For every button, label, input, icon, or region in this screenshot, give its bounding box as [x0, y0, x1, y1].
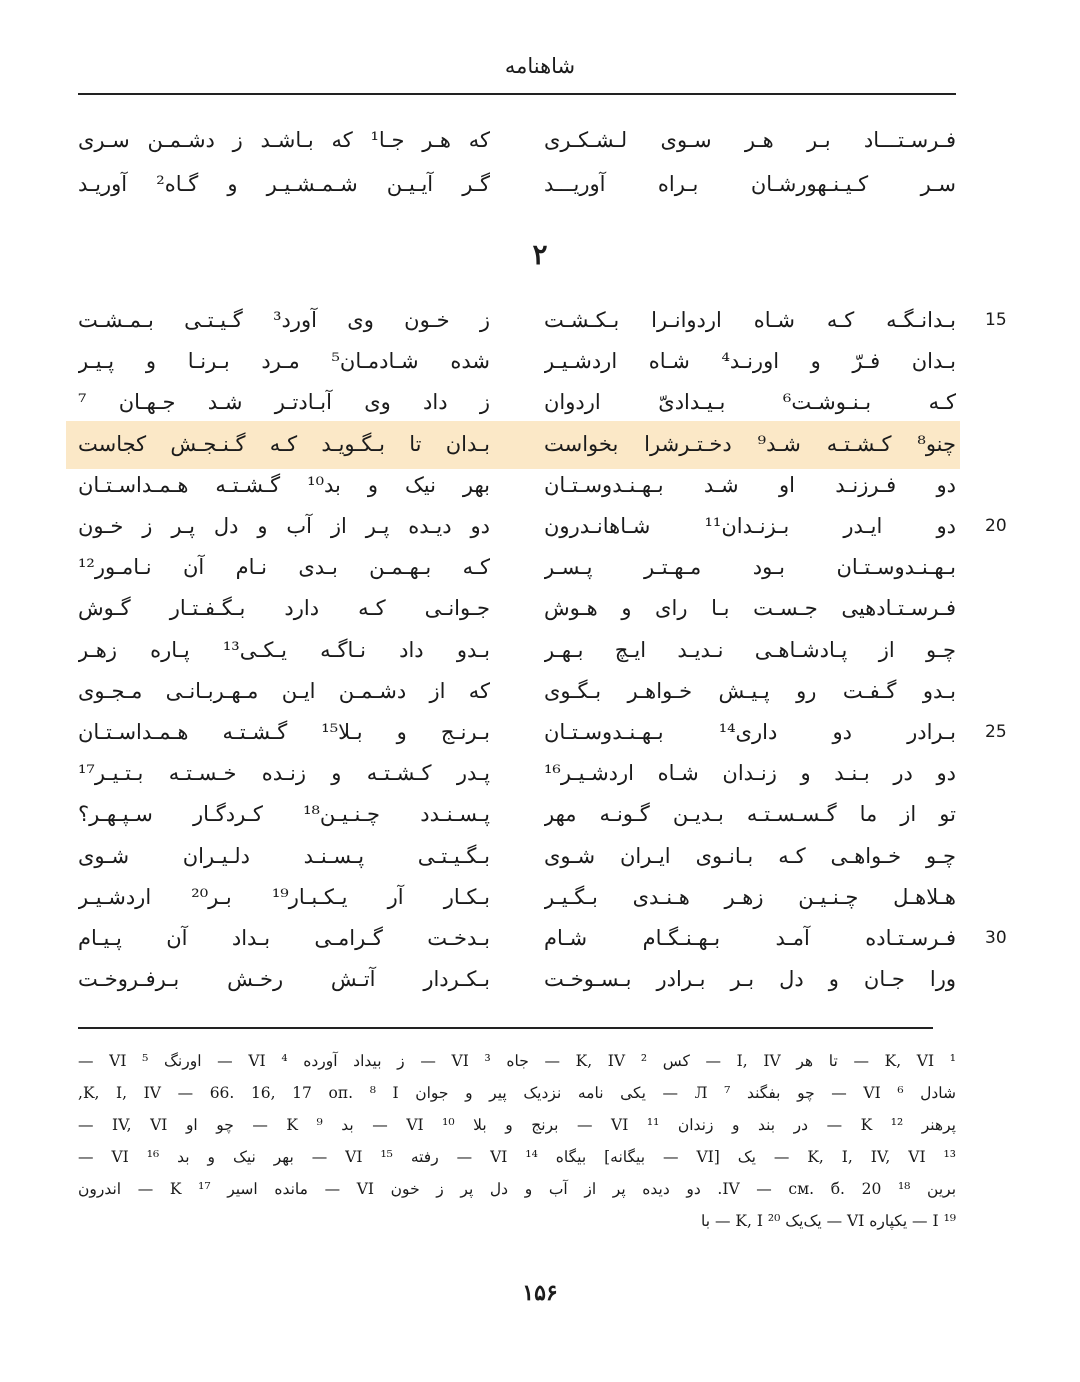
hemistich-right: فـرسـتـــاد بـر هـر سـوی لـشـكـری: [544, 128, 956, 152]
hemistich-right: ورا جـان و دل بـر بـرادر بـسـوخـت: [544, 967, 956, 992]
couplet: [0, 834, 1080, 878]
hemistich-right: دو ايـدر بـزنـدان¹¹ شـاهانـدرون: [544, 514, 956, 538]
hemistich-right: فـرسـتـادهيی جـسـت بـا رای و هـوش: [544, 596, 956, 621]
couplet: [0, 162, 1080, 206]
hemistich-left: كـه بـهـمـن بـدی نـام آن نـامـور¹²: [78, 555, 490, 580]
hemistich-right: بـدو گـفـت رو پـيـش خـواهـر بـگـوی: [544, 678, 956, 703]
footnote-line: پرهنر ¹² K — در بند و زندان ¹¹ VI — برنج و بلا ¹⁰ VI — بد ⁹ K — چو او IV, VI —: [78, 1116, 956, 1134]
couplet: [0, 628, 1080, 672]
footnote-rule: [78, 1027, 933, 1029]
hemistich-left: بـكـردار آتـش رخـش بـرفـروخـت: [78, 967, 490, 992]
couplet: [0, 339, 1080, 383]
hemistich-left: دو ديـده پـر از آب و دل پـر ز خـون: [78, 514, 490, 538]
hemistich-left: بهر نيک و بد¹⁰ گـشـتـه هـمـداسـتـان: [78, 472, 490, 497]
hemistich-right: فـرسـتـاده آمـد بـهـنـگـام شـام: [544, 926, 956, 950]
hemistich-left: بـگـيـتـی پـسـنـد دلـيـران شـوی: [78, 843, 490, 868]
couplet: [0, 586, 1080, 630]
verse-number: 15: [985, 310, 1007, 330]
footnote-line: شادل ⁶ VI — چو بفگند ⁷ Л — يكی نامه نزديک پير و جوان K, I, IV — 66. 16, 17 оп. ⁸ I,: [78, 1084, 956, 1102]
hemistich-right: بـرادر دو داری¹⁴ بـهـنـدوسـتـان: [544, 720, 956, 744]
couplet: [0, 957, 1080, 1001]
hemistich-right: دو فـرزنـد او شـد بـهـنـدوسـتـان: [544, 472, 956, 497]
header-rule: [78, 93, 956, 95]
verse-number: 30: [985, 928, 1007, 948]
couplet: [0, 463, 1080, 507]
hemistich-right: بـدانـگـه كـه شـاه اردوانـرا بـكـشـت: [544, 308, 956, 332]
hemistich-left: پـسـنـدد چـنـيـن¹⁸ كـردگـار سـپـهـر؟: [78, 802, 490, 827]
hemistich-left: پـدر كـشـتـه و زنـده خـسـتـه بـتـيـر¹⁷: [78, 761, 490, 786]
hemistich-left: كه از دشـمـن ايـن مـهـربـانـی مـجـوی: [78, 678, 490, 703]
footnote-line: ¹⁹ I — يكپاره VI — يک‌يک ²⁰ K, I — با: [701, 1212, 956, 1230]
couplet: [0, 751, 1080, 795]
hemistich-right: بـدان فـرّ و اورنـد⁴ شـاه اردشـيـر: [544, 349, 956, 374]
hemistich-right: چنو⁸ كـشـتـه شـد⁹ دخـتـرشرا بخواست: [544, 431, 956, 456]
running-header: شاهنامه: [504, 54, 576, 78]
hemistich-right: بـهـنـدوسـتـان بـود مـهـتـر پـسـر: [544, 555, 956, 580]
hemistich-left: ز داد وی آبـادتـر شـد جـهـان ⁷: [78, 390, 490, 415]
hemistich-left: ز خـون وی آورد³ گـيـتـی بـمـشـت: [78, 308, 490, 332]
hemistich-left: گـر آيـيـن شـمـشـيـر و گـاه² آوريـد: [78, 172, 490, 196]
couplet: [0, 545, 1080, 589]
couplet: [0, 422, 1080, 466]
hemistich-left: بـرنـج و بـلا¹⁵ گـشـتـه هـمـداسـتـان: [78, 720, 490, 744]
couplet: [0, 875, 1080, 919]
section-number: ۲: [532, 238, 548, 271]
hemistich-right: چـو خـواهـی كـه بـانـوی ايـران شـوی: [544, 843, 956, 868]
hemistich-left: بـكـار آر يـكـبـار¹⁹ بـر²⁰ اردشـيـر: [78, 884, 490, 909]
verse-number: 20: [985, 516, 1007, 536]
couplet: [0, 916, 1080, 960]
couplet: [0, 710, 1080, 754]
page-number: ۱۵۶: [522, 1280, 558, 1306]
hemistich-left: شده شـادمـان⁵ مـرد بـرنـا و پـيـر: [78, 349, 490, 374]
couplet: [0, 792, 1080, 836]
footnote-line: ¹ K, VI — تا هر I, IV — كس ² K, IV — جاه ³ VI — ز بيداد آورده ⁴ VI — اورنگ ⁵ VI —: [78, 1052, 956, 1070]
couplet: [0, 504, 1080, 548]
footnote-line: برين ¹⁸ IV — см. б. 20. دو ديده پر از آب و دل پر ز خون VI — مانده اسير ¹⁷ K — اندرون: [78, 1180, 956, 1198]
hemistich-left: بـدو داد نـاگـه يـكـی¹³ پـاره زهـر: [78, 637, 490, 662]
hemistich-right: دو در بـنـد و زنـدان شـاه اردشـيـر¹⁶: [544, 761, 956, 786]
hemistich-left: بـدخـت گـرامـی بـداد آن پـيـام: [78, 926, 490, 950]
couplet: [0, 380, 1080, 424]
hemistich-right: سـر كـيـنـهورشـان بـراه آوريـــد: [544, 172, 956, 196]
hemistich-left: كه هـر جـا¹ كه بـاشـد ز دشـمـن سـری: [78, 128, 490, 152]
footnote-line: ¹³ K, I, IV, VI — يک [VI — بيگانه] بيگاه ¹⁴ VI — رفته ¹⁵ VI — بهر نيک و بد ¹⁶ VI —: [78, 1148, 956, 1166]
hemistich-right: كـه بـنـوشـت⁶ بـيـدادیّ اردوان: [544, 390, 956, 415]
couplet: [0, 298, 1080, 342]
hemistich-left: بـدان تا بـگـويـد كـه گـنـجـش كجاست: [78, 431, 490, 456]
hemistich-right: چـو از پـادشـاهـی نـديـد ايـچ بـهـر: [544, 637, 956, 662]
couplet: [0, 118, 1080, 162]
hemistich-right: هـلاهـل چـنـيـن زهـر هـنـدی بـگـيـر: [544, 884, 956, 909]
hemistich-left: جـوانـی كـه دارد بـگـفـتـار گـوش: [78, 596, 490, 621]
footnotes: [78, 1045, 956, 1237]
hemistich-right: تو از ما گـسـسـتـه بـديـن گـونـه مهر: [544, 802, 956, 827]
couplet: [0, 669, 1080, 713]
verse-number: 25: [985, 722, 1007, 742]
